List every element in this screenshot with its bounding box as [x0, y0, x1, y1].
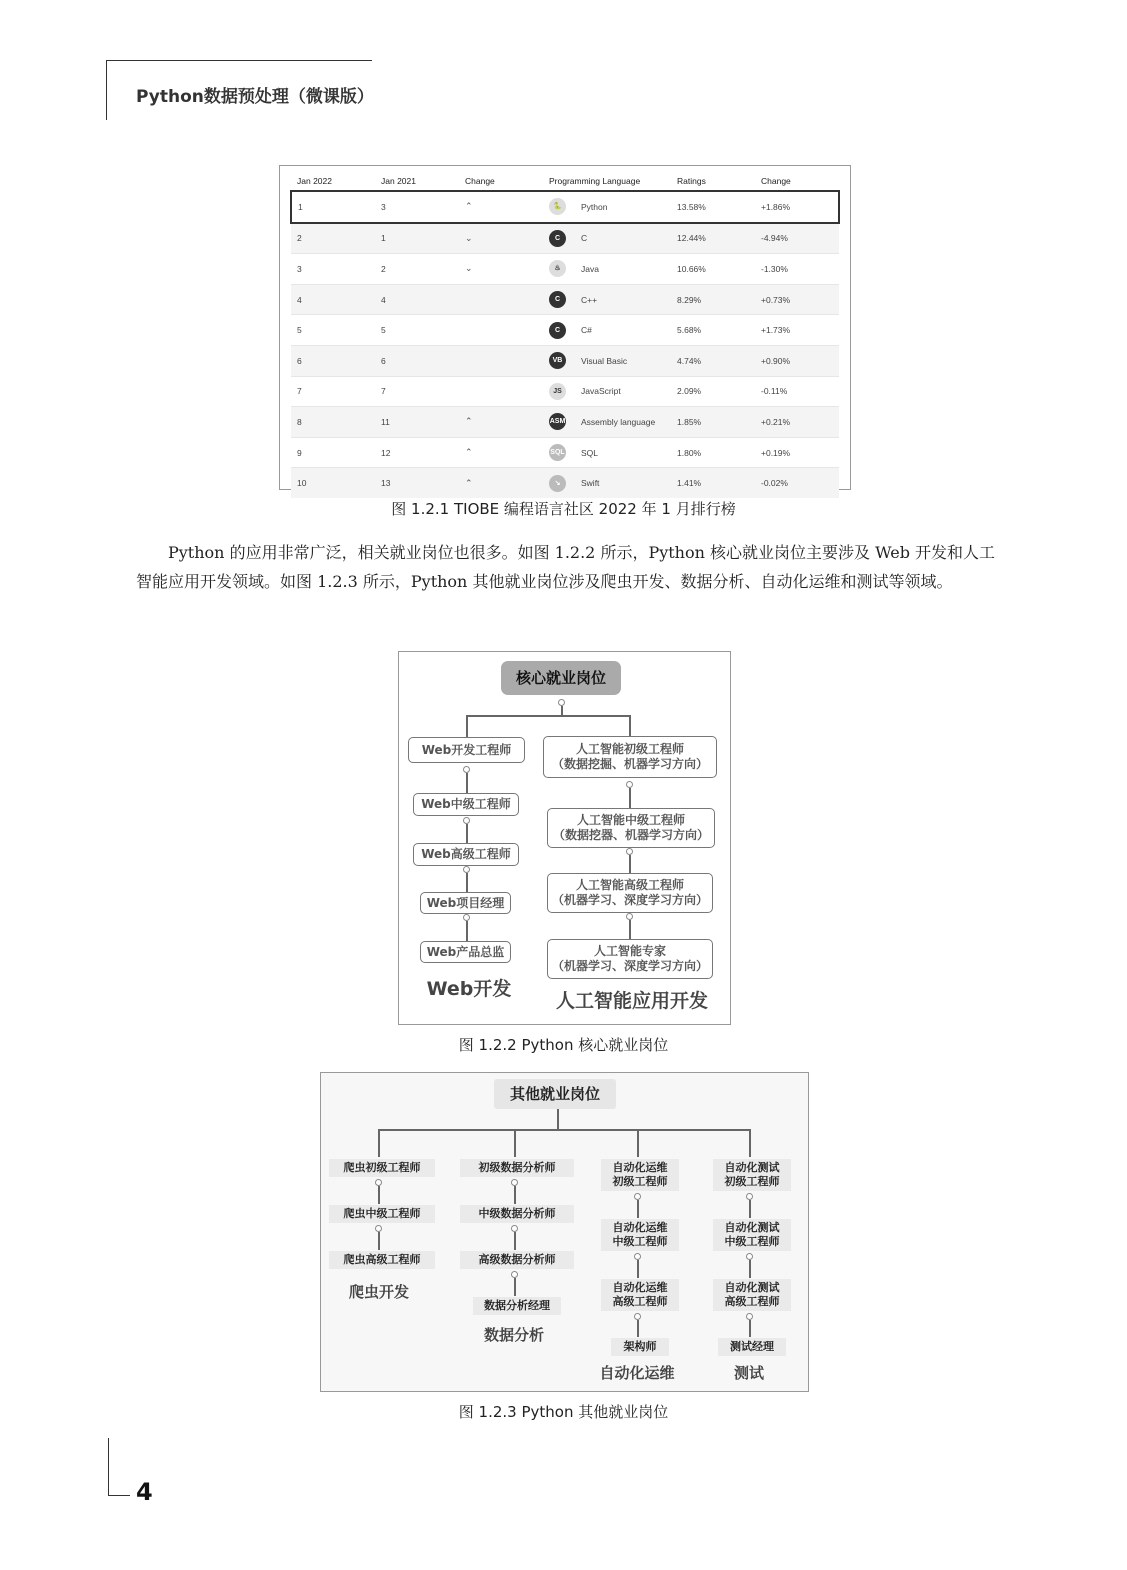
collapse-icon — [746, 1253, 753, 1260]
ratings-cell: 1.80% — [671, 437, 755, 468]
ai-node-0 — [543, 736, 717, 778]
language-icon-cell — [543, 284, 575, 315]
collapse-icon — [511, 1179, 518, 1186]
web-node-0: Web开发工程师 — [408, 737, 525, 763]
change-icon-cell — [459, 284, 543, 315]
ai-node-3-sub: （机器学习、深度学习方向） — [551, 959, 708, 973]
rank-2021-cell: 6 — [375, 345, 459, 376]
ratings-cell: 13.58% — [671, 191, 755, 223]
rank-2021-cell: 7 — [375, 376, 459, 407]
chevron-up-icon: ⌃ — [465, 201, 473, 212]
collapse-icon — [626, 781, 633, 788]
ratings-cell: 12.44% — [671, 223, 755, 254]
col-jan2021: Jan 2021 — [381, 176, 416, 186]
change-cell: -4.94% — [755, 223, 839, 254]
language-name-cell: Java — [575, 254, 671, 285]
table-row — [291, 345, 839, 376]
rank-2022-cell: 9 — [291, 437, 375, 468]
ai-node-0-title: 人工智能初级工程师 — [575, 742, 684, 756]
language-logo-icon: ♨ — [549, 260, 566, 277]
connector — [637, 1320, 639, 1337]
analysis-node-0: 初级数据分析师 — [460, 1159, 574, 1177]
connector — [749, 1129, 751, 1157]
col-jan2022: Jan 2022 — [297, 176, 332, 186]
web-node-4: Web产品总监 — [420, 941, 511, 963]
connector — [629, 788, 631, 808]
chevron-up-icon: ⌃ — [465, 477, 473, 488]
ratings-cell: 1.85% — [671, 407, 755, 438]
crawler-node-2: 爬虫高级工程师 — [329, 1251, 435, 1269]
web-category: Web开发 — [426, 978, 512, 1000]
web-node-2: Web高级工程师 — [413, 843, 519, 866]
change-icon-cell — [459, 437, 543, 468]
test-node-2-l2: 高级工程师 — [724, 1295, 780, 1308]
collapse-icon — [634, 1313, 641, 1320]
rank-2022-cell: 10 — [291, 468, 375, 498]
rank-2021-cell: 13 — [375, 468, 459, 498]
header-rule-vertical — [106, 60, 107, 120]
chevron-up-icon: ⌃ — [465, 416, 473, 427]
language-icon-cell — [543, 437, 575, 468]
change-cell: +0.21% — [755, 407, 839, 438]
ratings-cell: 2.09% — [671, 376, 755, 407]
table-row — [291, 254, 839, 285]
connector — [466, 773, 468, 793]
table-row — [291, 376, 839, 407]
connector — [749, 1200, 751, 1218]
language-icon-cell — [543, 345, 575, 376]
language-name-cell: Visual Basic — [575, 345, 671, 376]
connector — [514, 1232, 516, 1250]
table-row — [291, 223, 839, 254]
language-logo-icon: VB — [549, 352, 566, 369]
ai-node-3 — [547, 939, 713, 979]
page-number: 4 — [136, 1478, 153, 1506]
rank-2022-cell: 2 — [291, 223, 375, 254]
web-node-1: Web中级工程师 — [413, 793, 519, 816]
ops-node-2-l2: 高级工程师 — [612, 1295, 668, 1308]
crawler-node-1: 爬虫中级工程师 — [329, 1205, 435, 1223]
connector — [378, 1129, 380, 1157]
ops-node-0 — [601, 1159, 679, 1191]
body-paragraph: Python 的应用非常广泛，相关就业岗位也很多。如图 1.2.2 所示，Python 核心就业岗位主要涉及 Web 开发和人工智能应用开发领域。如图 1.2.3 所示，Python 其他就业岗位涉及爬虫开发、数据分析、自动化运维和测试等领域。 — [136, 543, 996, 591]
figure1-caption: 图 1.2.1 TIOBE 编程语言社区 2022 年 1 月排行榜 — [391, 500, 736, 518]
rank-2022-cell: 6 — [291, 345, 375, 376]
change-cell: +0.90% — [755, 345, 839, 376]
col-change-icon: Change — [465, 176, 495, 186]
collapse-icon — [634, 1253, 641, 1260]
collapse-icon — [626, 913, 633, 920]
other-jobs-root: 其他就业岗位 — [494, 1079, 616, 1109]
col-change: Change — [761, 176, 791, 186]
language-name-cell: SQL — [575, 437, 671, 468]
language-icon-cell — [543, 468, 575, 498]
change-cell: +0.73% — [755, 284, 839, 315]
chevron-down-icon: ⌄ — [465, 263, 473, 274]
table-header-row — [291, 172, 839, 191]
table-row — [291, 407, 839, 438]
test-node-2-l1: 自动化测试 — [724, 1281, 780, 1294]
header-rule-horizontal — [106, 60, 372, 61]
connector — [378, 1129, 750, 1131]
core-jobs-root: 核心就业岗位 — [501, 661, 621, 695]
rank-2021-cell: 2 — [375, 254, 459, 285]
ratings-cell: 10.66% — [671, 254, 755, 285]
rank-2022-cell: 4 — [291, 284, 375, 315]
language-logo-icon: SQL — [549, 444, 566, 461]
test-node-2 — [713, 1279, 791, 1311]
language-logo-icon: ASM — [549, 413, 566, 430]
ops-node-3: 架构师 — [611, 1338, 669, 1356]
connector — [637, 1129, 639, 1157]
collapse-icon — [626, 848, 633, 855]
collapse-icon — [375, 1179, 382, 1186]
language-icon-cell — [543, 376, 575, 407]
collapse-icon — [511, 1271, 518, 1278]
ratings-cell: 8.29% — [671, 284, 755, 315]
chevron-up-icon: ⌃ — [465, 447, 473, 458]
ai-node-2 — [547, 873, 713, 913]
change-icon-cell — [459, 376, 543, 407]
connector — [466, 921, 468, 941]
ops-node-1 — [601, 1219, 679, 1251]
change-icon-cell — [459, 223, 543, 254]
connector — [637, 1260, 639, 1278]
ops-category: 自动化运维 — [599, 1364, 675, 1382]
change-cell: -0.11% — [755, 376, 839, 407]
collapse-icon — [463, 817, 470, 824]
language-logo-icon: 🐍 — [549, 198, 566, 215]
ratings-cell: 4.74% — [671, 345, 755, 376]
crawler-node-0: 爬虫初级工程师 — [329, 1159, 435, 1177]
web-node-3: Web项目经理 — [420, 892, 511, 914]
rank-2022-cell: 1 — [291, 191, 375, 223]
rank-2022-cell: 7 — [291, 376, 375, 407]
test-node-0 — [713, 1159, 791, 1191]
connector — [514, 1186, 516, 1204]
ratings-cell: 5.68% — [671, 315, 755, 346]
table-row — [291, 284, 839, 315]
change-icon-cell — [459, 254, 543, 285]
ops-node-0-l2: 初级工程师 — [612, 1175, 668, 1188]
collapse-icon — [746, 1313, 753, 1320]
ops-node-1-l1: 自动化运维 — [612, 1221, 668, 1234]
analysis-category: 数据分析 — [483, 1326, 544, 1344]
test-node-1-l2: 中级工程师 — [724, 1235, 780, 1248]
collapse-icon — [463, 766, 470, 773]
connector — [557, 1109, 559, 1129]
figure3-caption: 图 1.2.3 Python 其他就业岗位 — [458, 1403, 669, 1421]
language-logo-icon: C — [549, 322, 566, 339]
collapse-icon — [746, 1193, 753, 1200]
ai-node-3-title: 人工智能专家 — [593, 944, 666, 958]
test-node-0-l2: 初级工程师 — [724, 1175, 780, 1188]
footer-rule-vertical — [108, 1438, 109, 1496]
connector — [466, 824, 468, 843]
tiobe-table — [290, 172, 840, 498]
language-name-cell: Assembly language — [575, 407, 671, 438]
language-icon-cell — [543, 254, 575, 285]
ops-node-1-l2: 中级工程师 — [612, 1235, 668, 1248]
chevron-down-icon: ⌄ — [465, 232, 473, 243]
change-icon-cell — [459, 468, 543, 498]
change-icon-cell — [459, 345, 543, 376]
ratings-cell: 1.41% — [671, 468, 755, 498]
analysis-node-2: 高级数据分析师 — [460, 1251, 574, 1269]
test-node-1-l1: 自动化测试 — [724, 1221, 780, 1234]
change-icon-cell — [459, 191, 543, 223]
rank-2021-cell: 12 — [375, 437, 459, 468]
other-jobs-chart — [320, 1072, 809, 1392]
language-icon-cell — [543, 407, 575, 438]
language-logo-icon: C — [549, 291, 566, 308]
analysis-node-1: 中级数据分析师 — [460, 1205, 574, 1223]
connector — [629, 855, 631, 873]
language-name-cell: C++ — [575, 284, 671, 315]
connector — [466, 715, 468, 737]
ops-node-2 — [601, 1279, 679, 1311]
connector — [514, 1129, 516, 1157]
change-cell: +0.19% — [755, 437, 839, 468]
connector — [629, 715, 631, 737]
ai-node-1 — [547, 808, 715, 848]
core-jobs-chart — [398, 651, 731, 1025]
connector — [637, 1200, 639, 1218]
collapse-icon — [375, 1225, 382, 1232]
change-cell: +1.73% — [755, 315, 839, 346]
connector — [749, 1260, 751, 1278]
change-icon-cell — [459, 407, 543, 438]
connector — [378, 1186, 380, 1204]
language-logo-icon: JS — [549, 383, 566, 400]
connector — [514, 1278, 516, 1296]
ai-node-1-title: 人工智能中级工程师 — [576, 813, 685, 827]
footer-rule-horizontal — [108, 1495, 130, 1496]
change-cell: -1.30% — [755, 254, 839, 285]
change-cell: -0.02% — [755, 468, 839, 498]
rank-2021-cell: 5 — [375, 315, 459, 346]
tiobe-table-figure — [279, 165, 851, 490]
language-icon-cell — [543, 191, 575, 223]
language-name-cell: Python — [575, 191, 671, 223]
collapse-icon — [511, 1225, 518, 1232]
connector — [466, 715, 630, 717]
rank-2021-cell: 4 — [375, 284, 459, 315]
test-node-0-l1: 自动化测试 — [724, 1161, 780, 1174]
language-name-cell: JavaScript — [575, 376, 671, 407]
collapse-icon — [463, 914, 470, 921]
connector — [466, 873, 468, 892]
ai-node-2-sub: （机器学习、深度学习方向） — [551, 893, 708, 907]
test-node-3: 测试经理 — [718, 1338, 786, 1356]
rank-2021-cell: 3 — [375, 191, 459, 223]
connector — [629, 920, 631, 939]
table-row — [291, 315, 839, 346]
rank-2022-cell: 5 — [291, 315, 375, 346]
ops-node-2-l1: 自动化运维 — [612, 1281, 668, 1294]
ai-node-1-sub: （数据挖器、机器学习方向） — [552, 828, 709, 842]
ai-category: 人工智能应用开发 — [555, 990, 708, 1012]
analysis-node-3: 数据分析经理 — [473, 1297, 561, 1315]
language-name-cell: C — [575, 223, 671, 254]
figure2-caption: 图 1.2.2 Python 核心就业岗位 — [458, 1036, 669, 1054]
table-row — [291, 437, 839, 468]
language-name-cell: C# — [575, 315, 671, 346]
table-row — [291, 468, 839, 498]
col-language: Programming Language — [549, 176, 641, 186]
collapse-icon — [634, 1193, 641, 1200]
change-icon-cell — [459, 315, 543, 346]
rank-2021-cell: 1 — [375, 223, 459, 254]
language-icon-cell — [543, 315, 575, 346]
ops-node-0-l1: 自动化运维 — [612, 1161, 668, 1174]
test-node-1 — [713, 1219, 791, 1251]
table-row — [291, 191, 839, 223]
connector — [378, 1232, 380, 1250]
connector — [749, 1320, 751, 1337]
language-logo-icon: ↘ — [549, 475, 566, 492]
rank-2021-cell: 11 — [375, 407, 459, 438]
rank-2022-cell: 8 — [291, 407, 375, 438]
ai-node-0-sub: （数据挖掘、机器学习方向） — [551, 757, 708, 771]
test-category: 测试 — [733, 1364, 764, 1382]
language-icon-cell — [543, 223, 575, 254]
language-name-cell: Swift — [575, 468, 671, 498]
collapse-icon — [463, 866, 470, 873]
collapse-icon — [558, 699, 565, 706]
ai-node-2-title: 人工智能高级工程师 — [575, 878, 684, 892]
col-ratings: Ratings — [677, 176, 706, 186]
rank-2022-cell: 3 — [291, 254, 375, 285]
language-logo-icon: C — [549, 230, 566, 247]
crawler-category: 爬虫开发 — [348, 1283, 409, 1301]
change-cell: +1.86% — [755, 191, 839, 223]
book-title: Python数据预处理（微课版） — [136, 87, 374, 107]
